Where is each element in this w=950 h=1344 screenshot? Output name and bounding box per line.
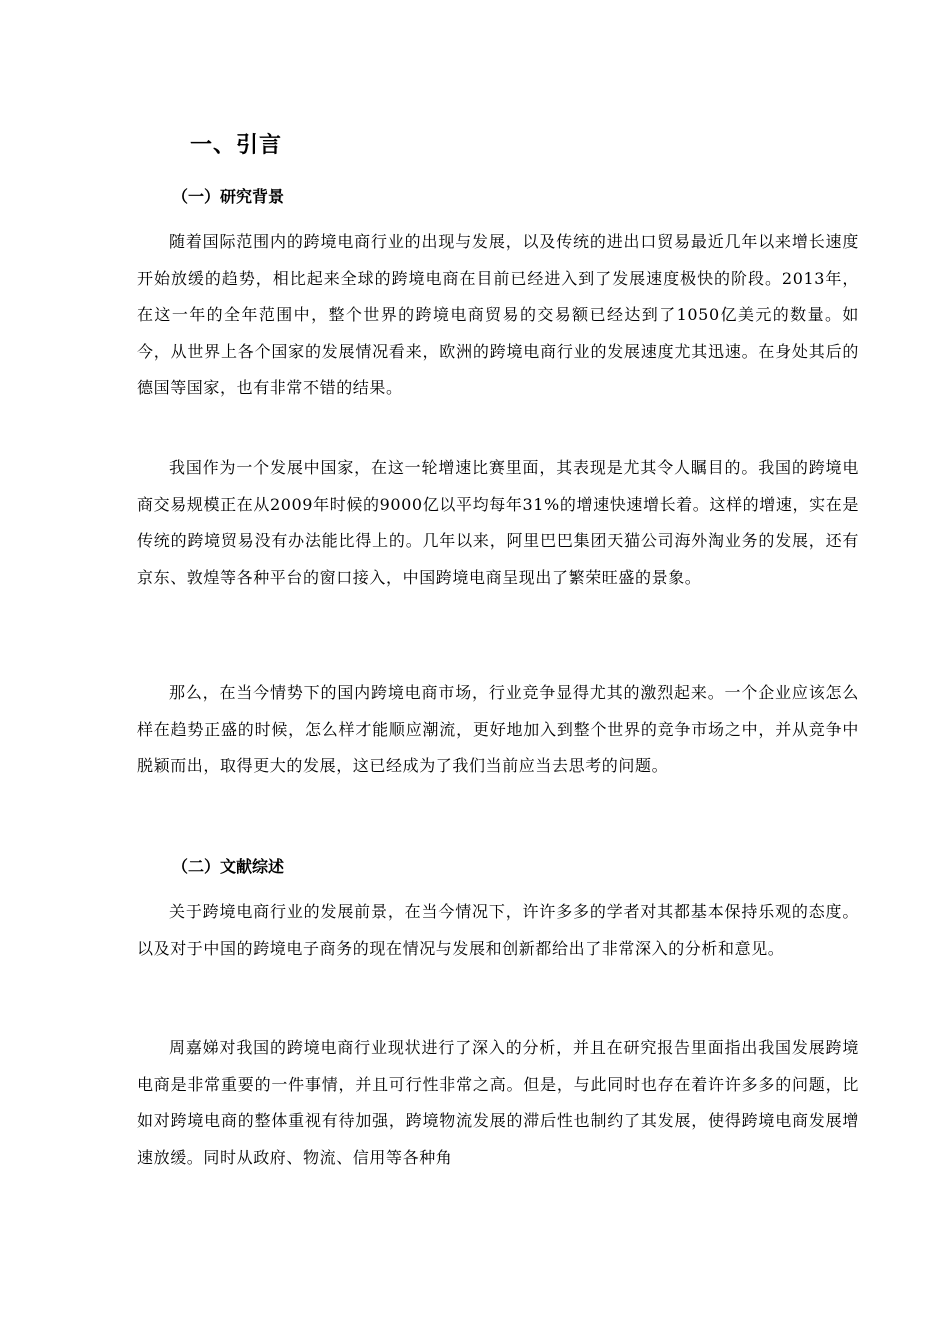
paragraph-background-1: 随着国际范围内的跨境电商行业的出现与发展，以及传统的进出口贸易最近几年以来增长速度开始放缓的趋势，相比起来全球的跨境电商在目前已经进入到了发展速度极快的阶段。2013年，在这一年的全年范围中，整个世界的跨境电商贸易的交易额已经达到了1050亿美元的数量。如今，从世界上各个国家的发展情况看来，欧洲的跨境电商行业的发展速度尤其迅速。在身处其后的德国等国家，也有非常不错的结果。 <box>137 232 859 398</box>
paragraph-background-2: 我国作为一个发展中国家，在这一轮增速比赛里面，其表现是尤其令人瞩目的。我国的跨境电商交易规模正在从2009年时候的9000亿以平均每年31%的增速快速增长着。这样的增速，实在是传统的跨境贸易没有办法能比得上的。几年以来，阿里巴巴集团天猫公司海外淘业务的发展，还有京东、敦煌等各种平台的窗口接入，中国跨境电商呈现出了繁荣旺盛的景象。 <box>137 458 859 587</box>
subsection-heading-background: （一）研究背景 <box>172 187 285 206</box>
paragraph-literature-1: 关于跨境电商行业的发展前景，在当今情况下，许许多多的学者对其都基本保持乐观的态度。以及对于中国的跨境电子商务的现在情况与发展和创新都给出了非常深入的分析和意见。 <box>137 902 859 958</box>
paragraph-literature-2: 周嘉娣对我国的跨境电商行业现状进行了深入的分析，并且在研究报告里面指出我国发展跨境电商是非常重要的一件事情，并且可行性非常之高。但是，与此同时也存在着许许多多的问题，比如对跨境电商的整体重视有待加强，跨境物流发展的滞后性也制约了其发展，使得跨境电商发展增速放缓。同时从政府、物流、信用等各种角 <box>137 1038 859 1167</box>
section-title: 一、引言 <box>190 133 283 158</box>
subsection-heading-literature: （二）文献综述 <box>172 857 285 876</box>
paragraph-background-3: 那么，在当今情势下的国内跨境电商市场，行业竞争显得尤其的激烈起来。一个企业应该怎么样在趋势正盛的时候，怎么样才能顺应潮流，更好地加入到整个世界的竞争市场之中，并从竞争中脱颖而出，取得更大的发展，这已经成为了我们当前应当去思考的问题。 <box>137 683 859 776</box>
